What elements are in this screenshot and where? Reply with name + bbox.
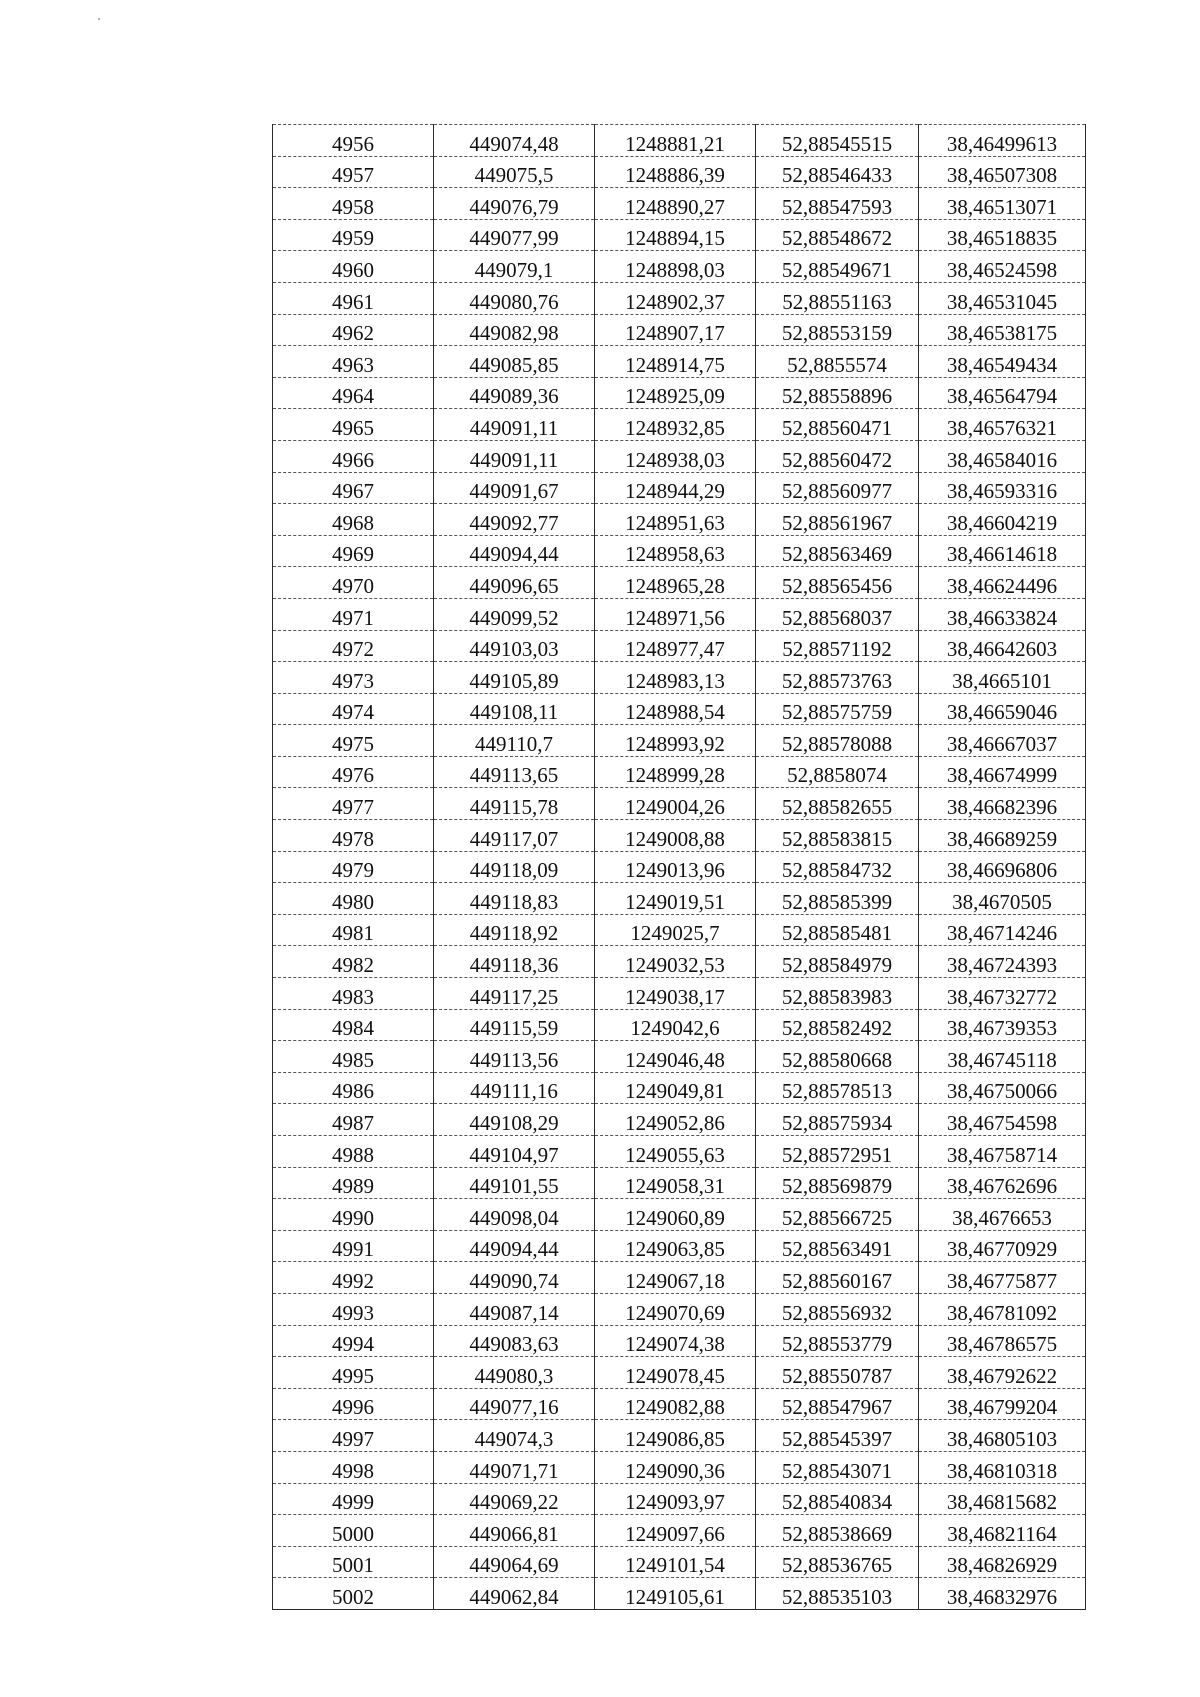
y-coordinate-cell: 1249097,66 [595,1515,756,1547]
table-row [273,883,1086,915]
table-row [273,1230,1086,1262]
longitude-cell: 38,46518835 [919,219,1086,251]
longitude-cell: 38,46792622 [919,1357,1086,1389]
y-coordinate-cell: 1249042,6 [595,1009,756,1041]
point-number-cell: 4974 [273,693,434,725]
table-row [273,1420,1086,1452]
table-row [273,946,1086,978]
longitude-cell: 38,46689259 [919,820,1086,852]
table-row [273,725,1086,757]
point-number-cell: 4990 [273,1199,434,1231]
longitude-cell: 38,46696806 [919,851,1086,883]
latitude-cell: 52,88585481 [756,914,919,946]
point-number-cell: 4997 [273,1420,434,1452]
y-coordinate-cell: 1248932,85 [595,409,756,441]
y-coordinate-cell: 1248951,63 [595,504,756,536]
point-number-cell: 4983 [273,978,434,1010]
table-row [273,1104,1086,1136]
coordinates-table-body [273,125,1086,1610]
longitude-cell: 38,46732772 [919,978,1086,1010]
y-coordinate-cell: 1249058,31 [595,1167,756,1199]
x-coordinate-cell: 449089,36 [434,377,595,409]
x-coordinate-cell: 449092,77 [434,504,595,536]
table-row [273,472,1086,504]
latitude-cell: 52,88565456 [756,567,919,599]
table-row [273,251,1086,283]
x-coordinate-cell: 449075,5 [434,156,595,188]
table-row [273,662,1086,694]
table-row [273,1325,1086,1357]
latitude-cell: 52,88578088 [756,725,919,757]
latitude-cell: 52,88546433 [756,156,919,188]
point-number-cell: 4957 [273,156,434,188]
point-number-cell: 4977 [273,788,434,820]
table-row [273,598,1086,630]
point-number-cell: 4999 [273,1483,434,1515]
y-coordinate-cell: 1248898,03 [595,251,756,283]
latitude-cell: 52,88584732 [756,851,919,883]
latitude-cell: 52,88569879 [756,1167,919,1199]
point-number-cell: 4959 [273,219,434,251]
y-coordinate-cell: 1249078,45 [595,1357,756,1389]
x-coordinate-cell: 449108,11 [434,693,595,725]
y-coordinate-cell: 1248886,39 [595,156,756,188]
x-coordinate-cell: 449077,99 [434,219,595,251]
longitude-cell: 38,46770929 [919,1230,1086,1262]
longitude-cell: 38,46714246 [919,914,1086,946]
x-coordinate-cell: 449115,78 [434,788,595,820]
table-row [273,1199,1086,1231]
point-number-cell: 4960 [273,251,434,283]
point-number-cell: 4985 [273,1041,434,1073]
latitude-cell: 52,88583983 [756,978,919,1010]
y-coordinate-cell: 1248977,47 [595,630,756,662]
longitude-cell: 38,46549434 [919,346,1086,378]
latitude-cell: 52,88560977 [756,472,919,504]
point-number-cell: 4989 [273,1167,434,1199]
point-number-cell: 4994 [273,1325,434,1357]
table-row [273,156,1086,188]
latitude-cell: 52,88558896 [756,377,919,409]
point-number-cell: 4965 [273,409,434,441]
longitude-cell: 38,46810318 [919,1451,1086,1483]
x-coordinate-cell: 449104,97 [434,1136,595,1168]
y-coordinate-cell: 1249025,7 [595,914,756,946]
point-number-cell: 4967 [273,472,434,504]
longitude-cell: 38,46762696 [919,1167,1086,1199]
y-coordinate-cell: 1248993,92 [595,725,756,757]
table-row [273,377,1086,409]
latitude-cell: 52,8858074 [756,756,919,788]
longitude-cell: 38,4676653 [919,1199,1086,1231]
table-row [273,1167,1086,1199]
y-coordinate-cell: 1248958,63 [595,535,756,567]
x-coordinate-cell: 449080,76 [434,282,595,314]
point-number-cell: 4975 [273,725,434,757]
y-coordinate-cell: 1248938,03 [595,440,756,472]
y-coordinate-cell: 1249013,96 [595,851,756,883]
point-number-cell: 4968 [273,504,434,536]
latitude-cell: 52,88561967 [756,504,919,536]
point-number-cell: 4993 [273,1293,434,1325]
longitude-cell: 38,4665101 [919,662,1086,694]
point-number-cell: 4979 [273,851,434,883]
longitude-cell: 38,46805103 [919,1420,1086,1452]
table-row [273,1072,1086,1104]
point-number-cell: 4991 [273,1230,434,1262]
longitude-cell: 38,46642603 [919,630,1086,662]
table-row [273,1262,1086,1294]
x-coordinate-cell: 449074,48 [434,125,595,157]
x-coordinate-cell: 449094,44 [434,1230,595,1262]
latitude-cell: 52,88535103 [756,1578,919,1610]
x-coordinate-cell: 449079,1 [434,251,595,283]
y-coordinate-cell: 1249082,88 [595,1388,756,1420]
y-coordinate-cell: 1249032,53 [595,946,756,978]
latitude-cell: 52,88553779 [756,1325,919,1357]
longitude-cell: 38,46564794 [919,377,1086,409]
x-coordinate-cell: 449099,52 [434,598,595,630]
point-number-cell: 4998 [273,1451,434,1483]
x-coordinate-cell: 449085,85 [434,346,595,378]
y-coordinate-cell: 1248902,37 [595,282,756,314]
latitude-cell: 52,88566725 [756,1199,919,1231]
latitude-cell: 52,88548672 [756,219,919,251]
x-coordinate-cell: 449113,65 [434,756,595,788]
y-coordinate-cell: 1249093,97 [595,1483,756,1515]
y-coordinate-cell: 1248983,13 [595,662,756,694]
latitude-cell: 52,88583815 [756,820,919,852]
point-number-cell: 4976 [273,756,434,788]
latitude-cell: 52,88553159 [756,314,919,346]
longitude-cell: 38,46614618 [919,535,1086,567]
longitude-cell: 38,46724393 [919,946,1086,978]
x-coordinate-cell: 449071,71 [434,1451,595,1483]
y-coordinate-cell: 1249067,18 [595,1262,756,1294]
y-coordinate-cell: 1249060,89 [595,1199,756,1231]
table-row [273,567,1086,599]
latitude-cell: 52,88575934 [756,1104,919,1136]
x-coordinate-cell: 449094,44 [434,535,595,567]
x-coordinate-cell: 449098,04 [434,1199,595,1231]
y-coordinate-cell: 1248894,15 [595,219,756,251]
point-number-cell: 5002 [273,1578,434,1610]
longitude-cell: 38,46524598 [919,251,1086,283]
table-row [273,409,1086,441]
table-row [273,1293,1086,1325]
y-coordinate-cell: 1249074,38 [595,1325,756,1357]
x-coordinate-cell: 449115,59 [434,1009,595,1041]
point-number-cell: 4970 [273,567,434,599]
y-coordinate-cell: 1249055,63 [595,1136,756,1168]
point-number-cell: 4996 [273,1388,434,1420]
x-coordinate-cell: 449118,09 [434,851,595,883]
latitude-cell: 52,88568037 [756,598,919,630]
longitude-cell: 38,46513071 [919,188,1086,220]
coordinates-table [272,124,1086,1610]
y-coordinate-cell: 1249101,54 [595,1546,756,1578]
latitude-cell: 52,88585399 [756,883,919,915]
x-coordinate-cell: 449091,11 [434,409,595,441]
point-number-cell: 5001 [273,1546,434,1578]
x-coordinate-cell: 449108,29 [434,1104,595,1136]
latitude-cell: 52,88584979 [756,946,919,978]
x-coordinate-cell: 449064,69 [434,1546,595,1578]
x-coordinate-cell: 449062,84 [434,1578,595,1610]
point-number-cell: 4963 [273,346,434,378]
longitude-cell: 38,46826929 [919,1546,1086,1578]
latitude-cell: 52,88560471 [756,409,919,441]
longitude-cell: 38,46499613 [919,125,1086,157]
x-coordinate-cell: 449076,79 [434,188,595,220]
x-coordinate-cell: 449118,83 [434,883,595,915]
table-row [273,1041,1086,1073]
x-coordinate-cell: 449087,14 [434,1293,595,1325]
latitude-cell: 52,88571192 [756,630,919,662]
y-coordinate-cell: 1249019,51 [595,883,756,915]
x-coordinate-cell: 449111,16 [434,1072,595,1104]
y-coordinate-cell: 1249105,61 [595,1578,756,1610]
point-number-cell: 4984 [273,1009,434,1041]
longitude-cell: 38,46815682 [919,1483,1086,1515]
latitude-cell: 52,88550787 [756,1357,919,1389]
longitude-cell: 38,46754598 [919,1104,1086,1136]
table-row [273,788,1086,820]
x-coordinate-cell: 449082,98 [434,314,595,346]
point-number-cell: 4956 [273,125,434,157]
table-row [273,1578,1086,1610]
latitude-cell: 52,88575759 [756,693,919,725]
point-number-cell: 4972 [273,630,434,662]
table-row [273,188,1086,220]
table-row [273,1136,1086,1168]
longitude-cell: 38,46667037 [919,725,1086,757]
x-coordinate-cell: 449105,89 [434,662,595,694]
table-row [273,282,1086,314]
longitude-cell: 38,46674999 [919,756,1086,788]
table-row [273,851,1086,883]
point-number-cell: 4958 [273,188,434,220]
latitude-cell: 52,88540834 [756,1483,919,1515]
y-coordinate-cell: 1249063,85 [595,1230,756,1262]
point-number-cell: 4980 [273,883,434,915]
point-number-cell: 4995 [273,1357,434,1389]
y-coordinate-cell: 1249046,48 [595,1041,756,1073]
x-coordinate-cell: 449083,63 [434,1325,595,1357]
longitude-cell: 38,46750066 [919,1072,1086,1104]
point-number-cell: 4992 [273,1262,434,1294]
longitude-cell: 38,46507308 [919,156,1086,188]
table-row [273,693,1086,725]
latitude-cell: 52,88551163 [756,282,919,314]
y-coordinate-cell: 1249086,85 [595,1420,756,1452]
longitude-cell: 38,46584016 [919,440,1086,472]
x-coordinate-cell: 449101,55 [434,1167,595,1199]
scan-speck [98,18,100,20]
longitude-cell: 38,46659046 [919,693,1086,725]
longitude-cell: 38,46799204 [919,1388,1086,1420]
table-row [273,820,1086,852]
latitude-cell: 52,88572951 [756,1136,919,1168]
point-number-cell: 4978 [273,820,434,852]
y-coordinate-cell: 1249004,26 [595,788,756,820]
point-number-cell: 4973 [273,662,434,694]
point-number-cell: 4982 [273,946,434,978]
y-coordinate-cell: 1248971,56 [595,598,756,630]
y-coordinate-cell: 1248890,27 [595,188,756,220]
table-row [273,1009,1086,1041]
x-coordinate-cell: 449110,7 [434,725,595,757]
x-coordinate-cell: 449117,07 [434,820,595,852]
longitude-cell: 38,46682396 [919,788,1086,820]
x-coordinate-cell: 449091,11 [434,440,595,472]
table-row [273,1388,1086,1420]
point-number-cell: 5000 [273,1515,434,1547]
table-row [273,219,1086,251]
longitude-cell: 38,46576321 [919,409,1086,441]
longitude-cell: 38,46832976 [919,1578,1086,1610]
latitude-cell: 52,88556932 [756,1293,919,1325]
y-coordinate-cell: 1249090,36 [595,1451,756,1483]
y-coordinate-cell: 1248907,17 [595,314,756,346]
table-row [273,978,1086,1010]
table-row [273,504,1086,536]
latitude-cell: 52,88580668 [756,1041,919,1073]
point-number-cell: 4966 [273,440,434,472]
latitude-cell: 52,8855574 [756,346,919,378]
y-coordinate-cell: 1248999,28 [595,756,756,788]
longitude-cell: 38,46758714 [919,1136,1086,1168]
latitude-cell: 52,88582492 [756,1009,919,1041]
point-number-cell: 4961 [273,282,434,314]
latitude-cell: 52,88563469 [756,535,919,567]
latitude-cell: 52,88582655 [756,788,919,820]
y-coordinate-cell: 1249049,81 [595,1072,756,1104]
latitude-cell: 52,88560167 [756,1262,919,1294]
latitude-cell: 52,88549671 [756,251,919,283]
x-coordinate-cell: 449066,81 [434,1515,595,1547]
longitude-cell: 38,46821164 [919,1515,1086,1547]
longitude-cell: 38,46739353 [919,1009,1086,1041]
latitude-cell: 52,88543071 [756,1451,919,1483]
point-number-cell: 4969 [273,535,434,567]
table-row [273,1546,1086,1578]
point-number-cell: 4988 [273,1136,434,1168]
point-number-cell: 4981 [273,914,434,946]
longitude-cell: 38,46624496 [919,567,1086,599]
table-row [273,440,1086,472]
y-coordinate-cell: 1248965,28 [595,567,756,599]
x-coordinate-cell: 449069,22 [434,1483,595,1515]
point-number-cell: 4986 [273,1072,434,1104]
x-coordinate-cell: 449091,67 [434,472,595,504]
y-coordinate-cell: 1248944,29 [595,472,756,504]
point-number-cell: 4971 [273,598,434,630]
table-row [273,535,1086,567]
table-row [273,914,1086,946]
table-row [273,314,1086,346]
x-coordinate-cell: 449074,3 [434,1420,595,1452]
y-coordinate-cell: 1248914,75 [595,346,756,378]
longitude-cell: 38,46531045 [919,282,1086,314]
latitude-cell: 52,88578513 [756,1072,919,1104]
table-row [273,1483,1086,1515]
table-row [273,756,1086,788]
latitude-cell: 52,88545397 [756,1420,919,1452]
x-coordinate-cell: 449077,16 [434,1388,595,1420]
longitude-cell: 38,46604219 [919,504,1086,536]
point-number-cell: 4964 [273,377,434,409]
point-number-cell: 4987 [273,1104,434,1136]
longitude-cell: 38,46781092 [919,1293,1086,1325]
x-coordinate-cell: 449118,92 [434,914,595,946]
x-coordinate-cell: 449096,65 [434,567,595,599]
x-coordinate-cell: 449113,56 [434,1041,595,1073]
table-row [273,1515,1086,1547]
latitude-cell: 52,88547593 [756,188,919,220]
table-row [273,1357,1086,1389]
longitude-cell: 38,46745118 [919,1041,1086,1073]
x-coordinate-cell: 449118,36 [434,946,595,978]
longitude-cell: 38,46593316 [919,472,1086,504]
latitude-cell: 52,88560472 [756,440,919,472]
y-coordinate-cell: 1249070,69 [595,1293,756,1325]
longitude-cell: 38,4670505 [919,883,1086,915]
longitude-cell: 38,46538175 [919,314,1086,346]
y-coordinate-cell: 1248925,09 [595,377,756,409]
y-coordinate-cell: 1248881,21 [595,125,756,157]
x-coordinate-cell: 449117,25 [434,978,595,1010]
longitude-cell: 38,46775877 [919,1262,1086,1294]
latitude-cell: 52,88536765 [756,1546,919,1578]
latitude-cell: 52,88563491 [756,1230,919,1262]
longitude-cell: 38,46786575 [919,1325,1086,1357]
latitude-cell: 52,88545515 [756,125,919,157]
y-coordinate-cell: 1248988,54 [595,693,756,725]
x-coordinate-cell: 449090,74 [434,1262,595,1294]
table-row [273,125,1086,157]
latitude-cell: 52,88547967 [756,1388,919,1420]
latitude-cell: 52,88538669 [756,1515,919,1547]
y-coordinate-cell: 1249052,86 [595,1104,756,1136]
x-coordinate-cell: 449080,3 [434,1357,595,1389]
longitude-cell: 38,46633824 [919,598,1086,630]
table-row [273,1451,1086,1483]
table-row [273,630,1086,662]
x-coordinate-cell: 449103,03 [434,630,595,662]
y-coordinate-cell: 1249038,17 [595,978,756,1010]
point-number-cell: 4962 [273,314,434,346]
latitude-cell: 52,88573763 [756,662,919,694]
table-row [273,346,1086,378]
y-coordinate-cell: 1249008,88 [595,820,756,852]
